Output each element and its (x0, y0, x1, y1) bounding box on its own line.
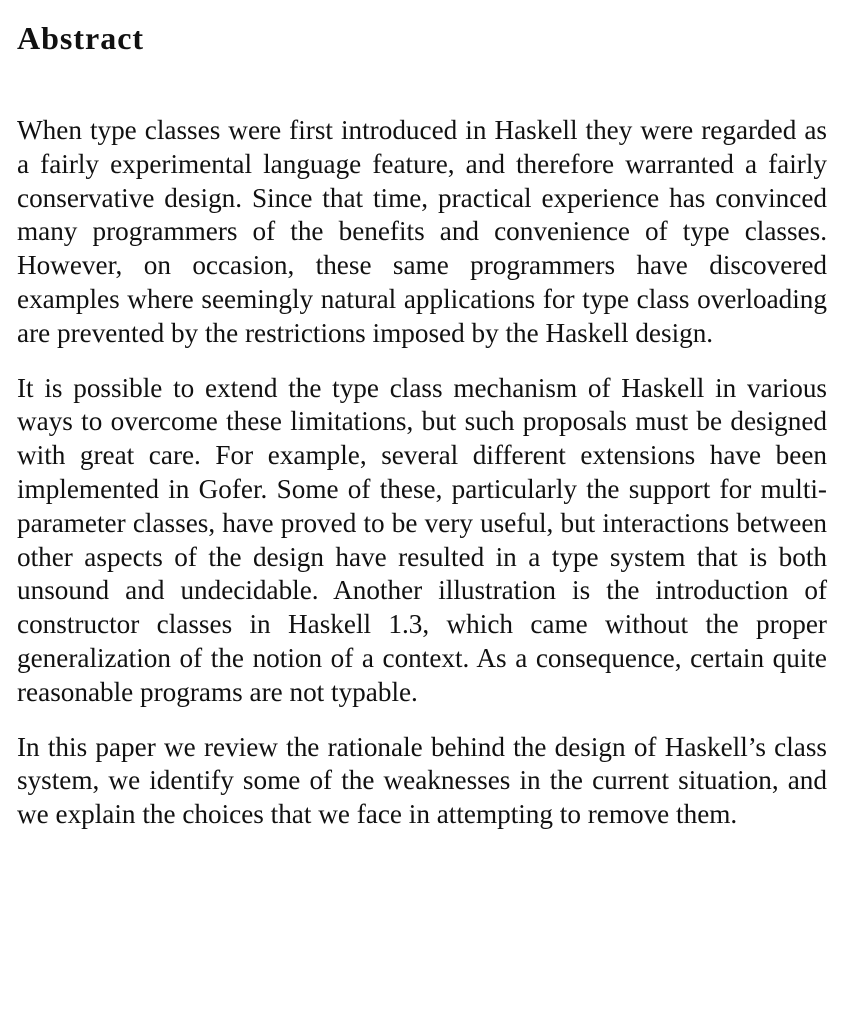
abstract-paragraph-1: When type classes were first introduced in Haskell they were regarded as a fairly experimental language feature, and therefore warranted a fairly conservative design. Since that time, practical experience has convinced many programmers of the benefits and convenience of type classes. However, on occasion, these same programmers have discovered examples where seemingly natural applications for type class overloading are prevented by the restrictions imposed by the Haskell design. (17, 115, 827, 348)
abstract-heading: Abstract (17, 20, 145, 56)
abstract-paragraph-3: In this paper we review the rationale behind the design of Haskell’s class system, we identify some of the weaknesses in the current situation, and we explain the choices that we face in attempting to remove them. (17, 731, 827, 830)
document-page (17, 0, 827, 832)
abstract-paragraph-2: It is possible to extend the type class mechanism of Haskell in various ways to overcome these limitations, but such proposals must be designed with great care. For example, several different extensions have been implemented in Gofer. Some of these, particularly the support for multi-parameter classes, have proved to be very useful, but interactions between other aspects of the design have resulted in a type system that is both unsound and undecidable. Another illustration is the introduction of constructor classes in Haskell 1.3, which came without the proper generalization of the notion of a context. As a consequence, certain quite reasonable programs are not typable. (17, 372, 827, 707)
